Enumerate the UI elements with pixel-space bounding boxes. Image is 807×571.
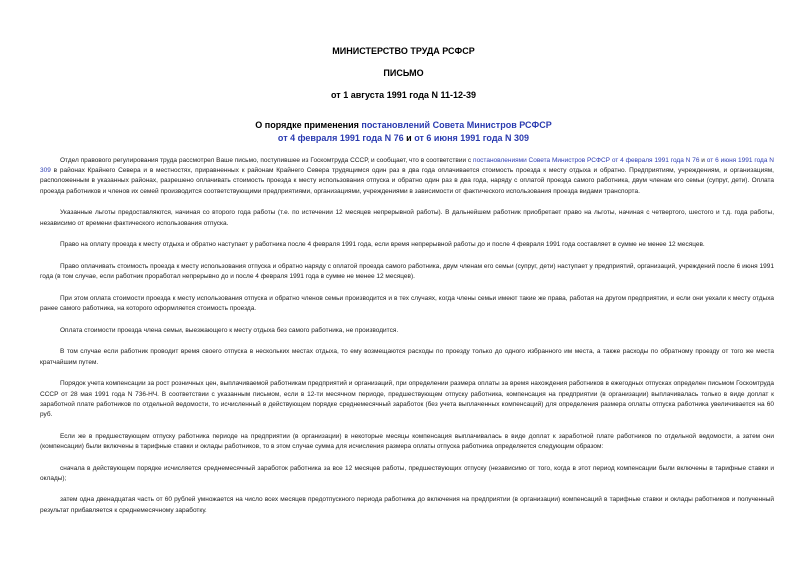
paragraph-text: сначала в действующем порядке исчисляется среднемесячный заработок работника за все 12 месяцев работы, предшествующих отпуску (независимо от того, когда в этот период компенсации были включены в тарифные ставки и оклады); <box>40 464 774 482</box>
paragraph-text: Отдел правового регулирования труда рассмотрел Ваше письмо, поступившее из Госкомтруда СССР, и сообщает, что в соответствии с <box>60 157 474 164</box>
body-paragraph <box>40 464 774 484</box>
paragraph-text: Порядок учета компенсации за рост розничных цен, выплачиваемой работникам предприятий и организаций, при определении размера оплаты за время нахождения работников в ежегодных отпусках определен письмом Госкомтруда СССР от 28 мая 1991 года N 736-НЧ. В соответствии с указанным письмом, если в 12-ти месячном периоде, предшествующем отпуску работника, компенсация на предприятии (в организации) выплачивалась только в виде доплат к заработной плате работников по отдельной ведомости, то исчисленный в действующем порядке среднемесячный заработок (без учета выплаченных компенсаций) для определения размера оплаты отпуска работника увеличивается на 60 руб. <box>40 380 774 418</box>
document-subject <box>0 119 807 145</box>
paragraph-text: затем одна двенадцатая часть от 60 рублей умножается на число всех месяцев предотпускного периода работника до включения на предприятии (в организации) компенсаций в тарифные ставки и оклады работников и полученный результат прибавляется к среднемесячному заработку. <box>40 496 774 514</box>
paragraph-text: Если же в предшествующем отпуску работника периоде на предприятии (в организации) в некоторые месяцы компенсация выплачивалась в виде доплат к заработной плате работников по отдельной ведомости, а затем они (компенсации) были включены в тарифные ставки и оклады работников, то в этом случае сумма для исчисления размера оплаты отпуска работника определяется следующим образом: <box>40 432 774 450</box>
resolution-link[interactable]: постановлений Совета Министров РСФСР <box>361 120 552 130</box>
subject-prefix: О порядке применения <box>255 120 362 130</box>
paragraph-text: Право на оплату проезда к месту отдыха и обратно наступает у работника после 4 февраля 1991 года, если время непрерывной работы до и после 4 февраля 1991 года составляет в сумме не менее 12 месяцев. <box>60 241 705 249</box>
body-paragraph <box>40 262 774 282</box>
body-paragraph <box>40 156 774 197</box>
paragraph-text: и <box>699 157 707 164</box>
paragraph-text: Право оплачивать стоимость проезда к месту использования отпуска и обратно наряду с оплатой проезда самого работника, двум членам его семьи (супруг, дети) наступает у предприятий, организаций, учреждений после 6 июня 1991 года (в том случае, если работник проработал непрерывно до и после 4 февраля 1991 года в сумме не менее 12 месяцев). <box>40 262 774 281</box>
paragraph-text: Указанные льготы предоставляются, начиная со второго года работы (т.е. по истечении 12 месяцев непрерывной работы). В дальнейшем работник приобретает право на льготы, начиная с четвертого, шестого и т.д. года работы, независимо от времени фактического использования отпуска. <box>40 209 774 227</box>
resolution-76-link[interactable]: от 4 февраля 1991 года N 76 <box>277 133 404 143</box>
paragraph-text: в районах Крайнего Севера и в местностях, приравненных к районам Крайнего Севера трудящимся один раз в два года оплачивается стоимость проезда к месту отдыха и обратно. Предприятиям, учреждениям, и организациям, расположенным в указанных районах, разрешено оплачивать стоимость проезда к месту использования отпуска и обратно один раз в два года, наряду с оплатой проезда самого работника, двум членам его семьи (супруг, дети). Оплата проезда работников и членов их семей производится соответствующими предприятиями, организациями, учреждениями в зависимости от фактического использования проезда видами транспорта. <box>40 167 774 195</box>
body-paragraph <box>40 208 774 228</box>
ministry-heading: МИНИСТЕРСТВО ТРУДА РСФСР <box>332 46 475 56</box>
body-paragraph <box>40 326 774 336</box>
body-paragraph <box>40 379 774 420</box>
document-date-number: от 1 августа 1991 года N 11-12-39 <box>331 90 476 100</box>
paragraph-text: В том случае если работник проводит время своего отпуска в нескольких местах отдыха, то ему возмещаются расходы по проезду только до одного избранного им места, а также расходы по обратному проезду от того же места кратчайшим путем. <box>40 348 774 366</box>
document-body <box>40 156 774 527</box>
document-type: ПИСЬМО <box>383 68 424 78</box>
resolution-link[interactable]: постановлениями Совета Министров РСФСР от 4 февраля 1991 года N 76 <box>473 157 700 164</box>
body-paragraph <box>40 240 774 250</box>
subject-conjunction: и <box>403 133 415 143</box>
body-paragraph <box>40 495 774 515</box>
body-paragraph <box>40 347 774 367</box>
body-paragraph <box>40 432 774 452</box>
resolution-link[interactable]: от 6 июня 1991 года N 309 <box>40 157 774 175</box>
paragraph-text: Оплата стоимости проезда члена семьи, выезжающего к месту отдыха без самого работника, не производится. <box>60 326 399 334</box>
resolution-309-link[interactable]: от 6 июня 1991 года N 309 <box>414 133 530 143</box>
body-paragraph <box>40 294 774 314</box>
paragraph-text: При этом оплата стоимости проезда к месту использования отпуска и обратно членов семьи производится и в тех случаях, когда члены семьи имеют такие же права, работая на другом предприятии, и если они уехали к месту отдыха ранее самого работника, на которого оформляется стоимость проезда. <box>40 294 774 313</box>
